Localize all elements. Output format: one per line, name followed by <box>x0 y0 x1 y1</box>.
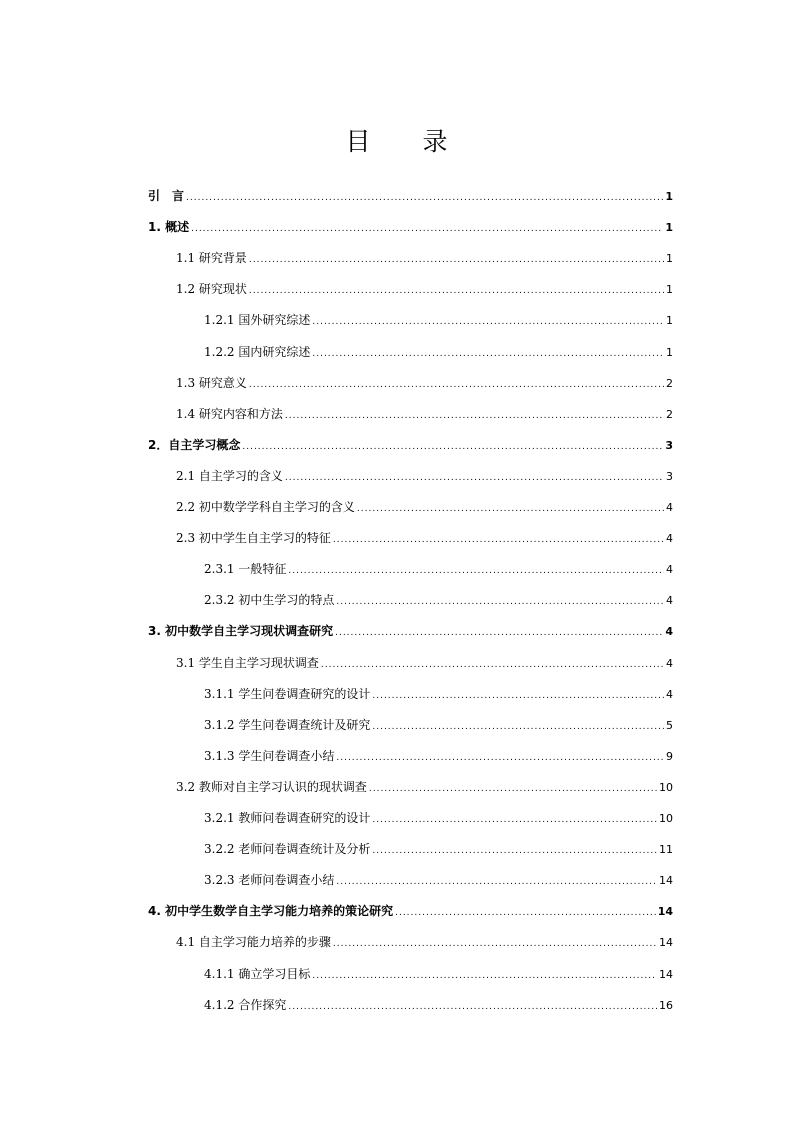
toc-entry-page-number: 14 <box>659 936 673 950</box>
toc-entry[interactable] <box>204 715 673 735</box>
toc-entry-page-number: 3 <box>665 438 673 452</box>
toc-leader-dots <box>285 406 664 426</box>
toc-entry-title: 1.3 研究意义 <box>176 375 247 390</box>
toc-entry[interactable] <box>204 995 673 1015</box>
toc-leader-dots <box>336 592 664 612</box>
toc-entry-page-number: 3 <box>666 469 673 483</box>
toc-leader-dots <box>335 623 663 643</box>
toc-leader-dots <box>372 810 657 830</box>
toc-entry-page-number: 14 <box>657 905 673 919</box>
toc-entry-page-number: 1 <box>665 221 673 235</box>
toc-entry-page-number: 10 <box>659 812 673 825</box>
toc-entry[interactable] <box>148 186 673 206</box>
toc-entry-page-number: 1 <box>666 314 673 328</box>
page-title <box>0 122 793 158</box>
toc-entry[interactable] <box>176 932 673 952</box>
toc-leader-dots <box>288 561 664 581</box>
toc-entry-title: 4.1.1 确立学习目标 <box>204 966 311 981</box>
toc-entry[interactable] <box>176 777 673 797</box>
toc-entry-page-number: 4 <box>665 625 673 639</box>
toc-entry-page-number: 1 <box>666 252 673 266</box>
toc-entry-title: 3.1.1 学生问卷调查研究的设计 <box>204 686 371 701</box>
toc-entry[interactable] <box>204 342 673 362</box>
toc-entry[interactable] <box>176 279 673 299</box>
toc-leader-dots <box>372 841 657 861</box>
toc-entry-page-number: 4 <box>666 656 673 670</box>
toc-entry-title: 4.1 自主学习能力培养的步骤 <box>176 935 331 950</box>
toc-leader-dots <box>333 530 664 550</box>
toc-entry-page-number: 4 <box>666 563 673 577</box>
toc-entry-title: 4. 初中学生数学自主学习能力培养的策论研究 <box>148 904 394 919</box>
toc-entry-title: 1.4 研究内容和方法 <box>176 406 283 421</box>
toc-entry-page-number: 14 <box>659 967 673 981</box>
toc-entry-page-number: 16 <box>659 998 673 1012</box>
toc-entry-title: 1.1 研究背景 <box>176 251 247 266</box>
toc-entry[interactable] <box>176 528 673 548</box>
toc-entry[interactable] <box>204 310 673 330</box>
toc-entry-page-number: 10 <box>659 780 673 794</box>
toc-leader-dots <box>186 188 663 208</box>
toc-leader-dots <box>357 499 664 519</box>
toc-entry[interactable] <box>176 373 673 393</box>
toc-entry-title: 2.3.2 初中生学习的特点 <box>204 593 335 608</box>
toc-entry-page-number: 4 <box>666 501 673 514</box>
toc-leader-dots <box>369 779 657 799</box>
toc-entry-title: 2.2 初中数学学科自主学习的含义 <box>176 500 355 514</box>
toc-entry-title: 2.3.1 一般特征 <box>204 562 287 577</box>
toc-entry-page-number: 14 <box>659 874 673 888</box>
toc-leader-dots <box>312 312 664 332</box>
toc-leader-dots <box>336 872 657 892</box>
toc-entry[interactable] <box>204 559 673 579</box>
toc-entry-title: 3.2.1 教师问卷调查研究的设计 <box>204 811 371 825</box>
toc-entry[interactable] <box>148 217 673 237</box>
toc-leader-dots <box>372 717 664 737</box>
title-char-1: 目 <box>345 127 371 156</box>
toc-leader-dots <box>333 934 657 954</box>
toc-leader-dots <box>372 686 664 706</box>
toc-entry[interactable] <box>176 404 673 424</box>
toc-entry-title: 3. 初中数学自主学习现状调查研究 <box>148 624 334 639</box>
toc-entry[interactable] <box>204 590 673 610</box>
toc-entry[interactable] <box>204 964 673 984</box>
toc-leader-dots <box>336 748 664 768</box>
toc-entry-page-number: 5 <box>666 718 673 732</box>
toc-entry[interactable] <box>204 746 673 766</box>
toc-entry-title: 3.1.2 学生问卷调查统计及研究 <box>204 717 371 732</box>
toc-entry[interactable] <box>204 808 673 828</box>
toc-entry[interactable] <box>176 497 673 517</box>
toc-leader-dots <box>249 281 664 301</box>
title-char-2: 录 <box>422 127 448 156</box>
toc-entry-title: 3.2.3 老师问卷调查小结 <box>204 873 335 888</box>
toc-leader-dots <box>312 966 657 986</box>
toc-entry-page-number: 1 <box>666 345 673 359</box>
toc-entry-title: 3.1.3 学生问卷调查小结 <box>204 748 335 763</box>
toc-entry-title: 2.1 自主学习的含义 <box>176 468 283 483</box>
toc-entry-title: 3.2.2 老师问卷调查统计及分析 <box>204 842 371 857</box>
toc-entry[interactable] <box>204 839 673 859</box>
toc-leader-dots <box>191 219 663 239</box>
toc-entry-page-number: 4 <box>666 687 673 701</box>
toc-leader-dots <box>321 655 664 675</box>
toc-leader-dots <box>285 468 664 488</box>
toc-entry-page-number: 4 <box>666 532 673 546</box>
toc-entry-title: 1.2 研究现状 <box>176 282 247 297</box>
toc-entry[interactable] <box>204 870 673 890</box>
toc-entry-page-number: 4 <box>666 594 673 608</box>
toc-entry-page-number: 11 <box>659 843 673 857</box>
toc-entry-page-number: 2 <box>666 376 673 390</box>
toc-leader-dots <box>288 997 657 1017</box>
toc-entry[interactable] <box>176 466 673 486</box>
toc-entry[interactable] <box>148 901 673 921</box>
toc-entry-title: 1. 概述 <box>148 220 190 235</box>
toc-entry[interactable] <box>176 248 673 268</box>
toc-leader-dots <box>249 375 664 395</box>
toc-entry-title: 2．自主学习概念 <box>148 437 241 452</box>
toc-entry-page-number: 2 <box>666 407 673 421</box>
toc-entry[interactable] <box>148 621 673 641</box>
toc-entry-title: 1.2.1 国外研究综述 <box>204 313 311 328</box>
toc-leader-dots <box>242 437 663 457</box>
toc-entry-title: 引 言 <box>148 189 185 203</box>
toc-entry-page-number: 9 <box>666 749 673 763</box>
toc-leader-dots <box>312 344 664 364</box>
toc-entry-page-number: 1 <box>665 190 673 203</box>
toc-entry-page-number: 1 <box>666 283 673 297</box>
toc-entry[interactable] <box>204 684 673 704</box>
toc-entry-title: 3.1 学生自主学习现状调查 <box>176 655 319 670</box>
toc-entry-title: 2.3 初中学生自主学习的特征 <box>176 531 331 546</box>
toc-entry-title: 1.2.2 国内研究综述 <box>204 344 311 359</box>
toc-leader-dots <box>249 250 664 270</box>
toc-entry[interactable] <box>148 435 673 455</box>
toc-entry-title: 4.1.2 合作探究 <box>204 997 287 1012</box>
toc-entry[interactable] <box>176 653 673 673</box>
toc-entry-title: 3.2 教师对自主学习认识的现状调查 <box>176 779 367 794</box>
toc-leader-dots <box>395 903 656 923</box>
